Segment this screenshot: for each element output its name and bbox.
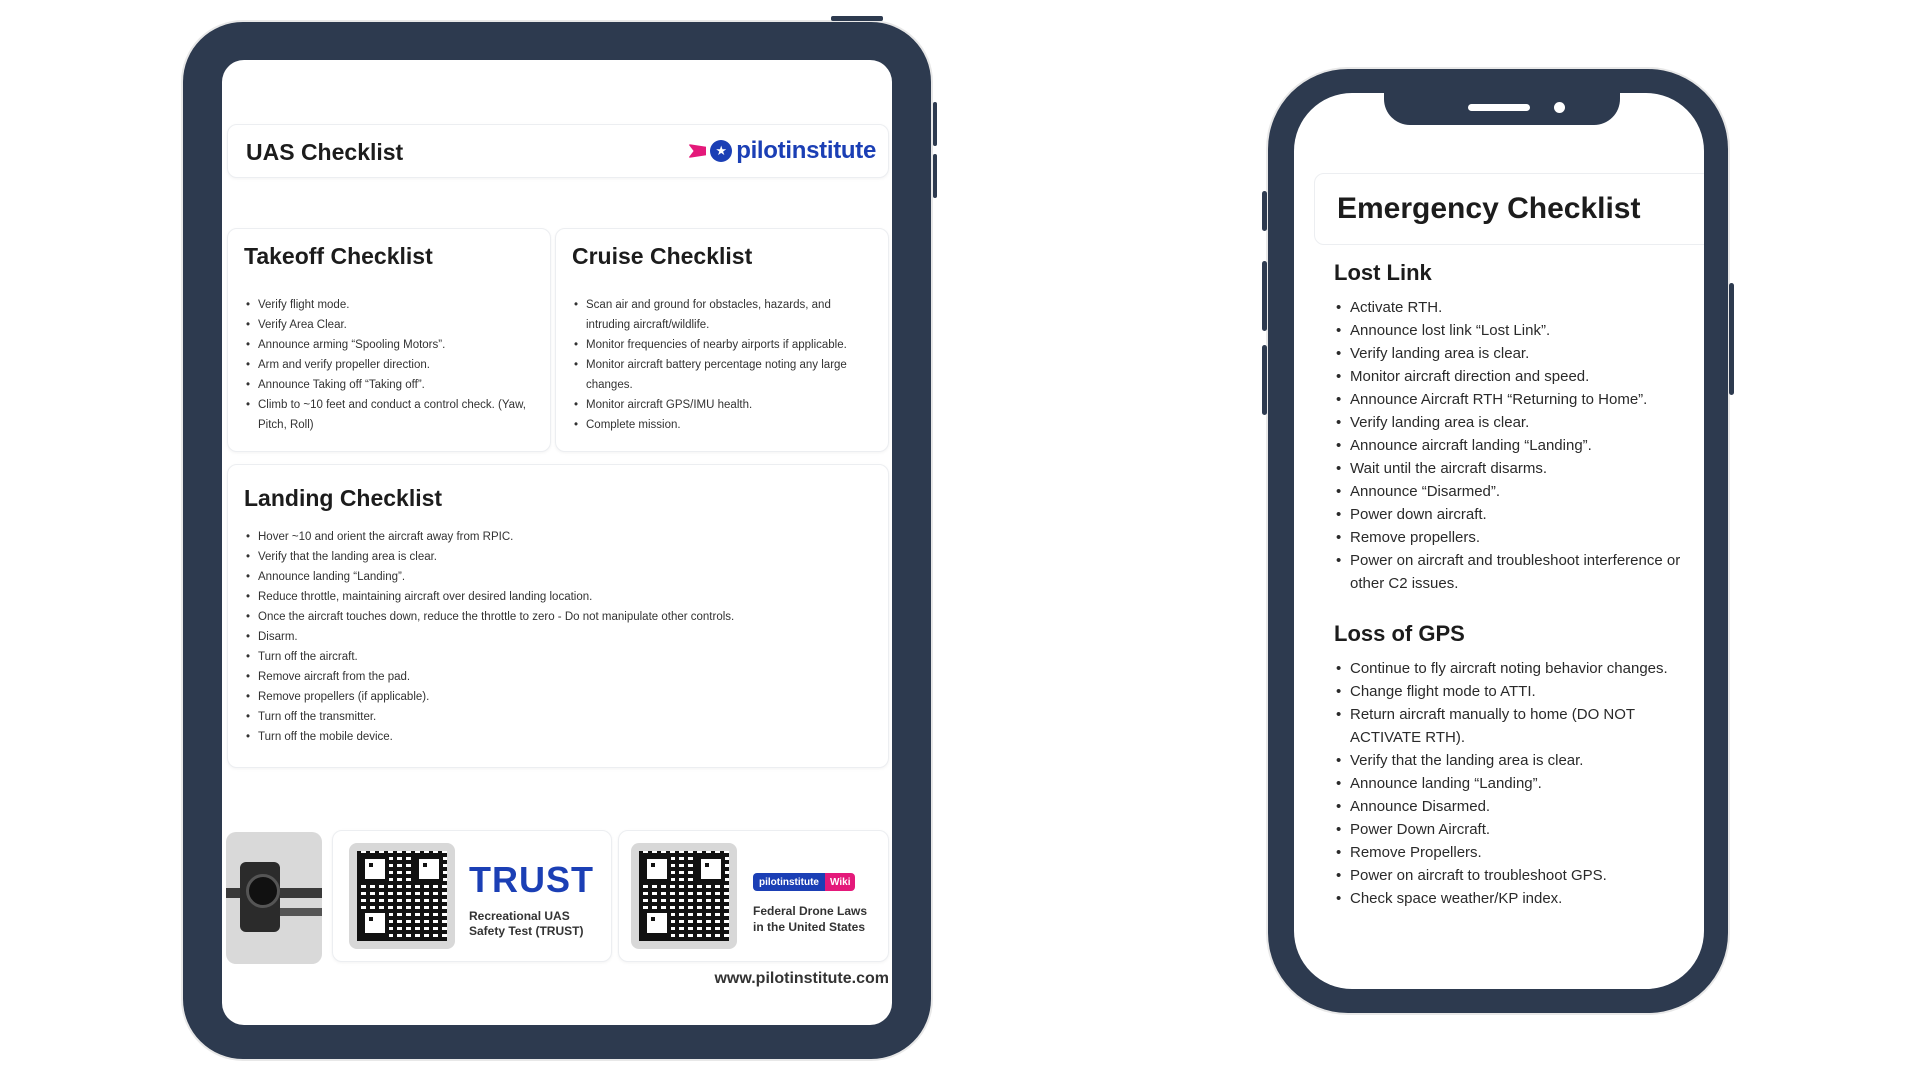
list-item: • Announce Taking off “Taking off”. (244, 375, 544, 395)
list-item: • Turn off the mobile device. (244, 727, 874, 747)
page-title: Emergency Checklist (1337, 192, 1641, 225)
list-item: • Announce landing “Landing”. (244, 567, 874, 587)
tablet-side-button (933, 102, 937, 146)
list-item: • Verify Area Clear. (244, 315, 544, 335)
drone-image (226, 832, 322, 964)
trust-caption: Recreational UAS Safety Test (TRUST) (469, 909, 584, 938)
tablet-top-button (831, 16, 883, 21)
website-url[interactable]: www.pilotinstitute.com (714, 970, 889, 987)
tablet-device (183, 22, 931, 1059)
list-item: • Power on aircraft to troubleshoot GPS. (1334, 864, 1694, 887)
takeoff-title: Takeoff Checklist (244, 243, 433, 269)
list-item: • Verify flight mode. (244, 295, 544, 315)
list-item: • Complete mission. (572, 415, 878, 435)
front-camera-icon (1554, 102, 1565, 113)
uas-header-card (227, 124, 889, 178)
list-item: • Monitor aircraft GPS/IMU health. (572, 395, 878, 415)
list-item: • Announce landing “Landing”. (1334, 772, 1694, 795)
phone-screen (1294, 93, 1704, 989)
list-item: • Turn off the aircraft. (244, 647, 874, 667)
landing-title: Landing Checklist (244, 485, 443, 511)
federal-laws-card[interactable] (618, 830, 889, 962)
qr-code-icon[interactable] (349, 843, 455, 949)
page-title: UAS Checklist (246, 139, 404, 165)
federal-laws-caption: Federal Drone Laws in the United States (753, 904, 868, 934)
phone-power-button (1729, 283, 1734, 395)
list-item: • Power Down Aircraft. (1334, 818, 1694, 841)
lost-link-list (1334, 296, 1694, 595)
list-item: • Remove Propellers. (1334, 841, 1694, 864)
list-item: • Announce Disarmed. (1334, 795, 1694, 818)
list-item: • Power on aircraft and troubleshoot interference or other C2 issues. (1334, 549, 1694, 595)
list-item: • Announce Aircraft RTH “Returning to Home”. (1334, 388, 1694, 411)
list-item: • Power down aircraft. (1334, 503, 1694, 526)
emergency-header-card (1314, 173, 1704, 245)
landing-checklist-card (227, 464, 889, 768)
phone-volume-down-button (1262, 345, 1267, 415)
wing-icon (688, 144, 706, 158)
list-item: • Announce lost link “Lost Link”. (1334, 319, 1694, 342)
cruise-checklist-card (555, 228, 889, 452)
brand-institute: institute (785, 137, 876, 164)
list-item: • Remove propellers. (1334, 526, 1694, 549)
phone-notch (1384, 93, 1620, 125)
landing-list (244, 527, 874, 747)
takeoff-list (244, 295, 544, 435)
cruise-list (572, 295, 878, 435)
list-item: • Check space weather/KP index. (1334, 887, 1694, 910)
tablet-side-button (933, 154, 937, 198)
phone-mute-button (1262, 191, 1267, 231)
loss-of-gps-title: Loss of GPS (1334, 621, 1465, 646)
list-item: • Announce aircraft landing “Landing”. (1334, 434, 1694, 457)
list-item: • Announce “Disarmed”. (1334, 480, 1694, 503)
pilot-institute-wiki-badge: pilotinstitute Wiki (753, 873, 855, 891)
trust-card[interactable] (332, 830, 612, 962)
list-item: • Arm and verify propeller direction. (244, 355, 544, 375)
list-item: • Announce arming “Spooling Motors”. (244, 335, 544, 355)
drone-camera-icon (246, 874, 280, 908)
list-item: • Remove aircraft from the pad. (244, 667, 874, 687)
list-item: • Return aircraft manually to home (DO NOT ACTIVATE RTH). (1334, 703, 1694, 749)
list-item: • Once the aircraft touches down, reduce the throttle to zero - Do not manipulate other controls. (244, 607, 874, 627)
list-item: • Remove propellers (if applicable). (244, 687, 874, 707)
phone-volume-up-button (1262, 261, 1267, 331)
list-item: • Monitor aircraft battery percentage noting any large changes. (572, 355, 878, 395)
phone-device (1268, 69, 1728, 1013)
list-item: • Hover ~10 and orient the aircraft away from RPIC. (244, 527, 874, 547)
loss-of-gps-list (1334, 657, 1694, 910)
list-item: • Reduce throttle, maintaining aircraft over desired landing location. (244, 587, 874, 607)
list-item: • Verify landing area is clear. (1334, 411, 1694, 434)
list-item: • Scan air and ground for obstacles, hazards, and intruding aircraft/wildlife. (572, 295, 878, 335)
list-item: • Monitor aircraft direction and speed. (1334, 365, 1694, 388)
list-item: • Activate RTH. (1334, 296, 1694, 319)
list-item: • Verify landing area is clear. (1334, 342, 1694, 365)
list-item: • Disarm. (244, 627, 874, 647)
qr-code-icon[interactable] (631, 843, 737, 949)
list-item: • Continue to fly aircraft noting behavior changes. (1334, 657, 1694, 680)
speaker-icon (1468, 104, 1530, 111)
brand-pilot: pilot (736, 137, 786, 164)
list-item: • Climb to ~10 feet and conduct a control check. (Yaw, Pitch, Roll) (244, 395, 544, 435)
lost-link-title: Lost Link (1334, 260, 1432, 285)
cruise-title: Cruise Checklist (572, 243, 753, 269)
list-item: • Verify that the landing area is clear. (244, 547, 874, 567)
list-item: • Monitor frequencies of nearby airports if applicable. (572, 335, 878, 355)
takeoff-checklist-card (227, 228, 551, 452)
list-item: • Turn off the transmitter. (244, 707, 874, 727)
pilot-institute-logo (688, 137, 876, 165)
list-item: • Verify that the landing area is clear. (1334, 749, 1694, 772)
list-item: • Wait until the aircraft disarms. (1334, 457, 1694, 480)
trust-logo: TRUST (469, 859, 594, 900)
star-badge-icon: ★ (710, 140, 732, 162)
list-item: • Change flight mode to ATTI. (1334, 680, 1694, 703)
tablet-screen (222, 60, 892, 1025)
